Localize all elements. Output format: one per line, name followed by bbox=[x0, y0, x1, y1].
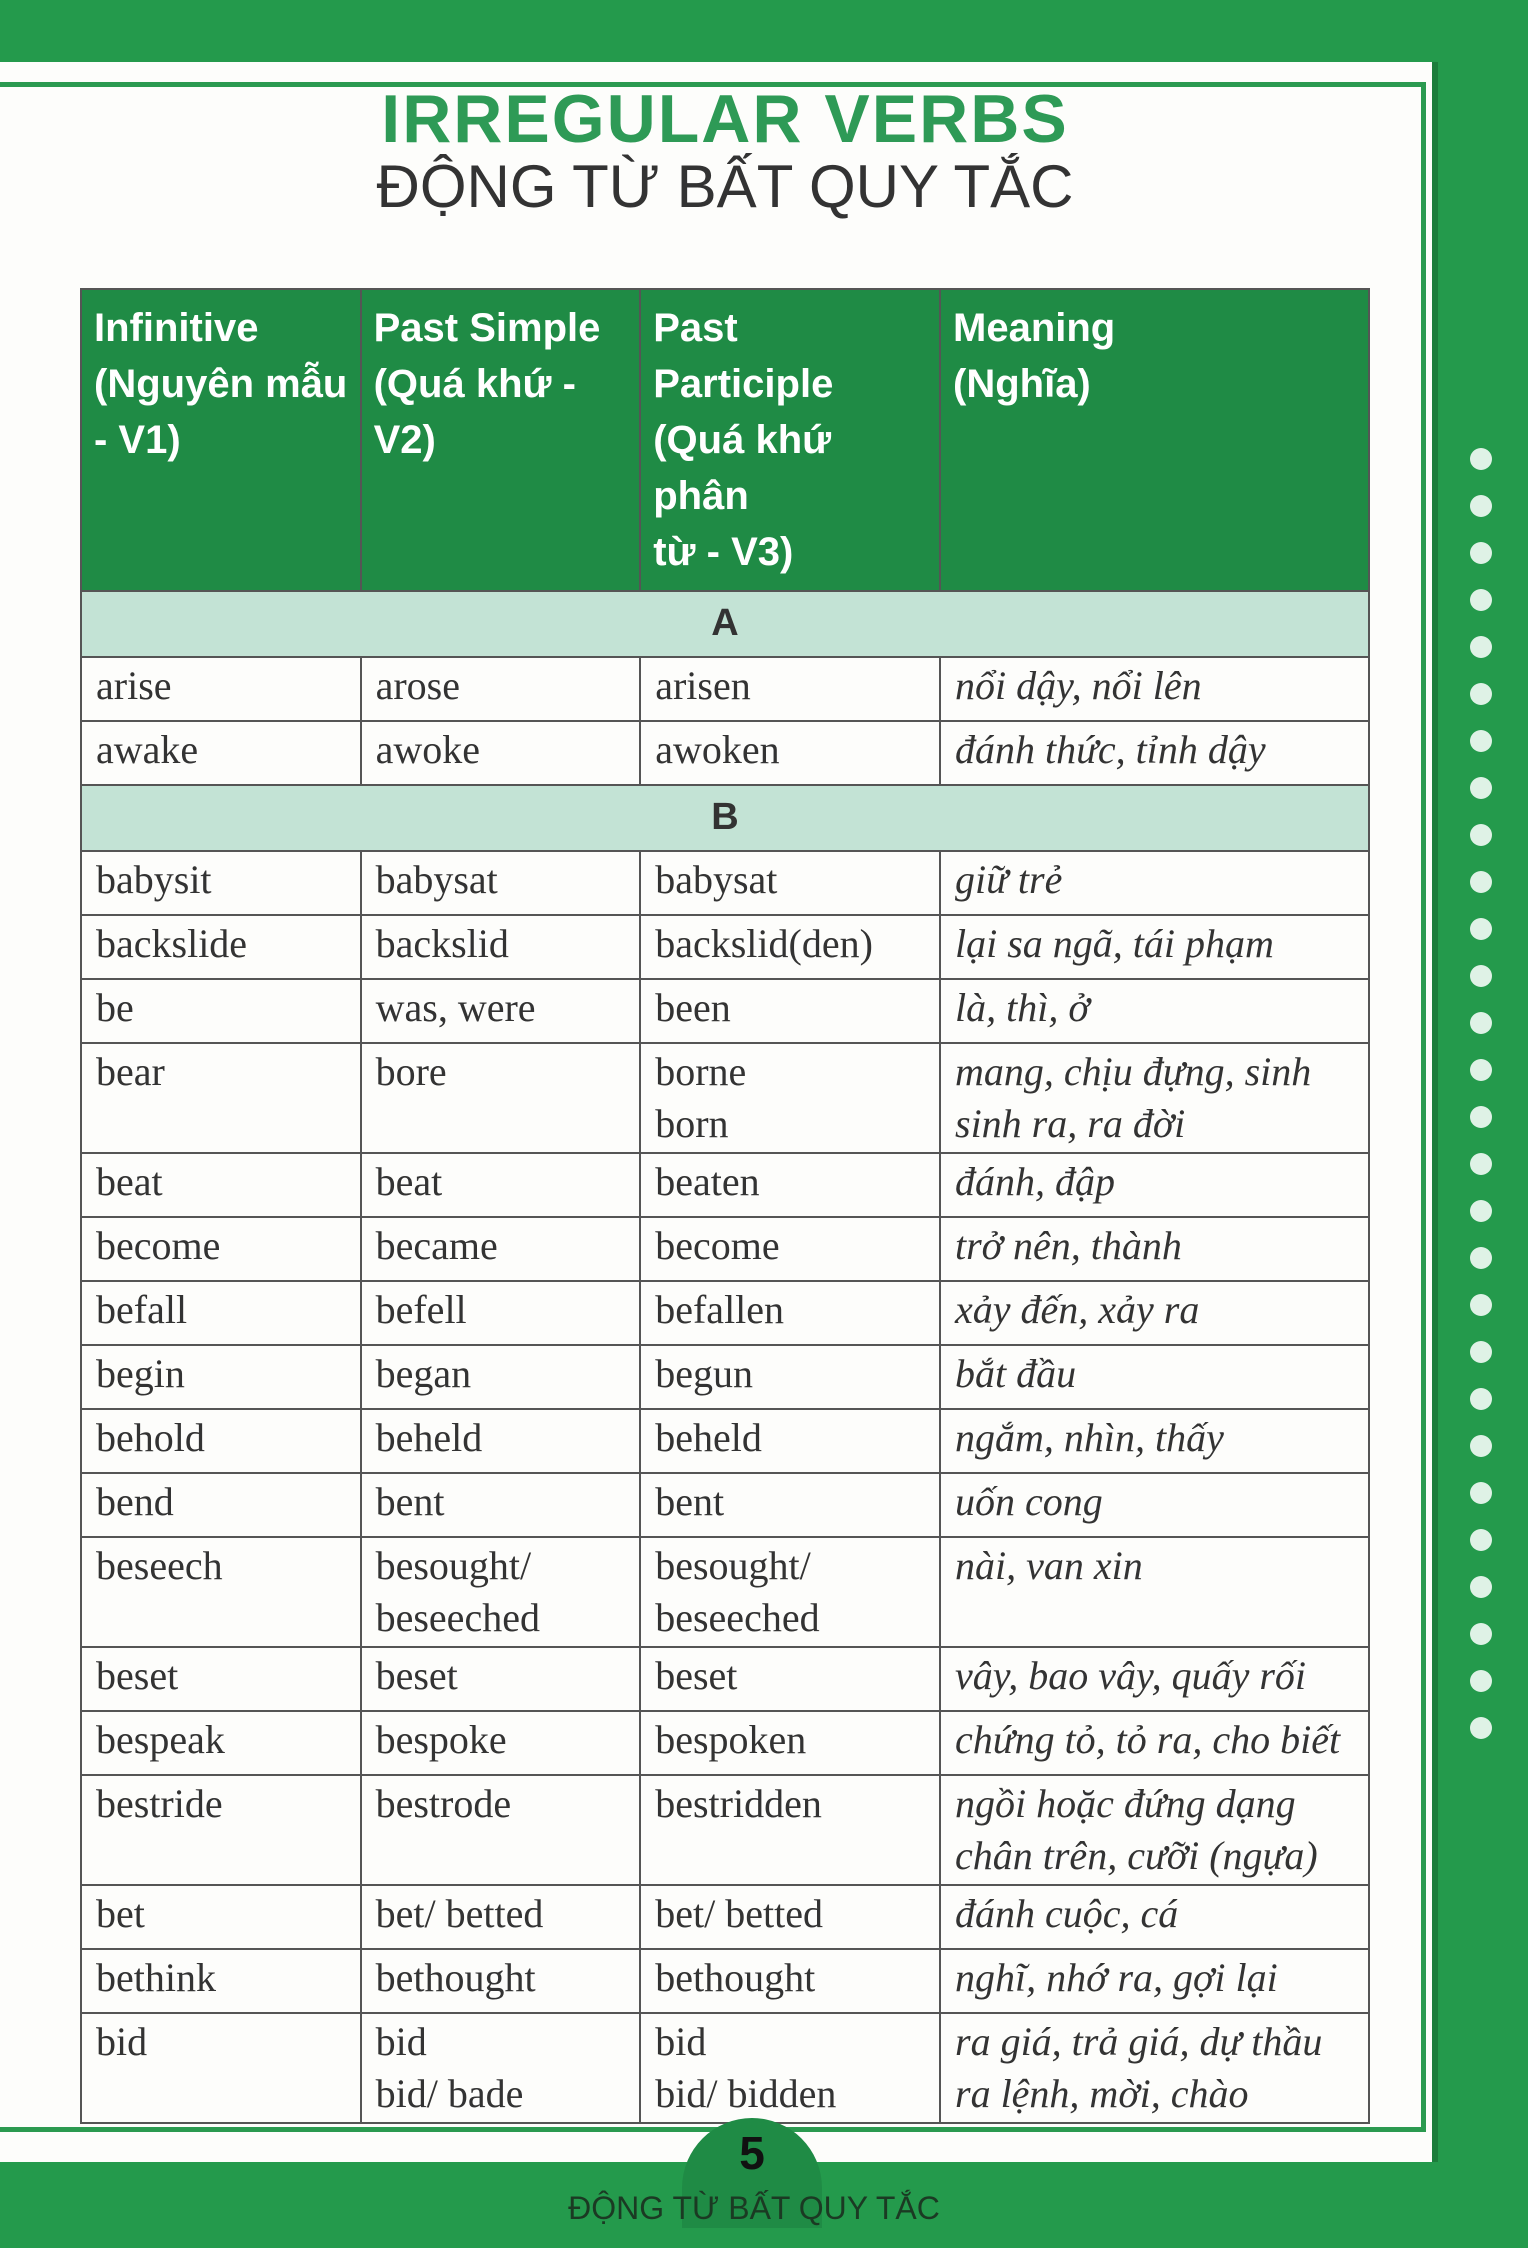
meaning-cell bbox=[940, 1949, 1369, 2013]
meaning-cell bbox=[940, 1043, 1369, 1153]
binding-hole bbox=[1470, 495, 1492, 517]
section-row bbox=[81, 591, 1369, 657]
past-simple-cell bbox=[361, 2013, 641, 2123]
past-participle-cell bbox=[640, 1775, 940, 1885]
past-simple-cell-line: bid bbox=[375, 2019, 427, 2064]
page-title: IRREGULAR VERBS bbox=[381, 81, 1069, 157]
binding-hole bbox=[1470, 1247, 1492, 1269]
infinitive-cell bbox=[81, 1345, 361, 1409]
past-simple-cell-line: was, were bbox=[375, 985, 536, 1030]
past-participle-cell bbox=[640, 1885, 940, 1949]
past-simple-cell-line: beseeched bbox=[375, 1595, 540, 1640]
binding-hole bbox=[1470, 730, 1492, 752]
header-infinitive bbox=[81, 289, 361, 591]
past-participle-cell-line: beheld bbox=[655, 1415, 762, 1460]
past-simple-cell bbox=[361, 1647, 641, 1711]
past-simple-cell-line: bethought bbox=[375, 1955, 536, 2000]
infinitive-cell bbox=[81, 1217, 361, 1281]
binding-hole bbox=[1470, 542, 1492, 564]
past-participle-cell bbox=[640, 915, 940, 979]
table-row bbox=[81, 657, 1369, 721]
meaning-cell bbox=[940, 721, 1369, 785]
past-simple-cell-line: began bbox=[375, 1351, 472, 1396]
header-meaning bbox=[940, 289, 1369, 591]
past-simple-cell bbox=[361, 1409, 641, 1473]
past-simple-cell-line: bet/ betted bbox=[375, 1891, 544, 1936]
meaning-cell bbox=[940, 1537, 1369, 1647]
binding-hole bbox=[1470, 1717, 1492, 1739]
meaning-cell bbox=[940, 979, 1369, 1043]
header-past-participle bbox=[640, 289, 940, 591]
past-simple-cell-line: besought/ bbox=[375, 1543, 532, 1588]
past-participle-cell-line: begun bbox=[655, 1351, 753, 1396]
meaning-cell-line: ra giá, trả giá, dự thầu bbox=[955, 2019, 1323, 2064]
infinitive-cell bbox=[81, 721, 361, 785]
infinitive-cell-line: behold bbox=[96, 1415, 205, 1460]
irregular-verbs-table bbox=[80, 288, 1370, 2124]
past-simple-cell-line: awoke bbox=[375, 727, 481, 772]
meaning-cell bbox=[940, 915, 1369, 979]
infinitive-cell-line: babysit bbox=[96, 857, 212, 902]
binding-hole bbox=[1470, 1482, 1492, 1504]
past-simple-cell bbox=[361, 1043, 641, 1153]
table-row bbox=[81, 1711, 1369, 1775]
past-simple-cell-line: backslid bbox=[375, 921, 509, 966]
infinitive-cell bbox=[81, 1949, 361, 2013]
past-participle-cell-line: awoken bbox=[655, 727, 780, 772]
past-simple-cell bbox=[361, 851, 641, 915]
meaning-cell bbox=[940, 1281, 1369, 1345]
past-participle-cell bbox=[640, 1043, 940, 1153]
past-simple-cell-line: bespoke bbox=[375, 1717, 507, 1762]
table-row bbox=[81, 1949, 1369, 2013]
footer-title: ĐỘNG TỪ BẤT QUY TẮC bbox=[568, 2190, 940, 2226]
infinitive-cell bbox=[81, 1647, 361, 1711]
page-number: 5 bbox=[739, 2127, 765, 2179]
infinitive-cell-line: backslide bbox=[96, 921, 248, 966]
past-simple-cell bbox=[361, 1949, 641, 2013]
binding-hole bbox=[1470, 1153, 1492, 1175]
binding-hole bbox=[1470, 1623, 1492, 1645]
past-simple-cell bbox=[361, 1281, 641, 1345]
past-simple-cell-line: bestrode bbox=[375, 1781, 512, 1826]
infinitive-cell bbox=[81, 2013, 361, 2123]
meaning-cell-line: ngồi hoặc đứng dạng bbox=[955, 1781, 1296, 1826]
past-participle-cell bbox=[640, 1537, 940, 1647]
past-participle-cell-line: been bbox=[655, 985, 731, 1030]
past-participle-cell-line: born bbox=[655, 1101, 729, 1146]
past-participle-cell bbox=[640, 851, 940, 915]
past-participle-cell bbox=[640, 1711, 940, 1775]
table-row bbox=[81, 1281, 1369, 1345]
infinitive-cell bbox=[81, 1409, 361, 1473]
past-participle-cell-line: beseeched bbox=[655, 1595, 820, 1640]
header-past-participle-line: Past Participle bbox=[653, 306, 834, 406]
section-letter: A bbox=[81, 591, 1369, 657]
infinitive-cell-line: beseech bbox=[96, 1543, 223, 1588]
binding-hole bbox=[1470, 918, 1492, 940]
past-simple-cell bbox=[361, 1217, 641, 1281]
binding-hole bbox=[1470, 1435, 1492, 1457]
meaning-cell-line: bắt đầu bbox=[955, 1351, 1077, 1396]
meaning-cell-line: đánh thức, tỉnh dậy bbox=[955, 727, 1266, 772]
past-participle-cell bbox=[640, 1409, 940, 1473]
infinitive-cell-line: befall bbox=[96, 1287, 188, 1332]
meaning-cell bbox=[940, 1647, 1369, 1711]
past-simple-cell bbox=[361, 979, 641, 1043]
meaning-cell-line: giữ trẻ bbox=[955, 857, 1063, 902]
page-subtitle: ĐỘNG TỪ BẤT QUY TẮC bbox=[376, 153, 1074, 220]
section-row bbox=[81, 785, 1369, 851]
past-participle-cell-line: bet/ betted bbox=[655, 1891, 823, 1936]
infinitive-cell bbox=[81, 657, 361, 721]
meaning-cell-line: xảy đến, xảy ra bbox=[955, 1287, 1200, 1332]
infinitive-cell-line: bestride bbox=[96, 1781, 223, 1826]
table-row bbox=[81, 1153, 1369, 1217]
past-participle-cell-line: beset bbox=[655, 1653, 738, 1698]
past-simple-cell-line: babysat bbox=[375, 857, 498, 902]
infinitive-cell-line: be bbox=[96, 985, 134, 1030]
binding-hole bbox=[1470, 1294, 1492, 1316]
meaning-cell-line: ra lệnh, mời, chào bbox=[955, 2071, 1249, 2116]
past-participle-cell-line: become bbox=[655, 1223, 780, 1268]
past-simple-cell-line: arose bbox=[375, 663, 461, 708]
binding-hole bbox=[1470, 683, 1492, 705]
past-participle-cell-line: bid bbox=[655, 2019, 707, 2064]
infinitive-cell bbox=[81, 1281, 361, 1345]
meaning-cell-line: sinh ra, ra đời bbox=[955, 1101, 1186, 1146]
binding-holes bbox=[1470, 448, 1500, 1764]
meaning-cell bbox=[940, 1711, 1369, 1775]
infinitive-cell-line: beset bbox=[96, 1653, 179, 1698]
past-participle-cell-line: arisen bbox=[655, 663, 751, 708]
past-simple-cell bbox=[361, 1711, 641, 1775]
past-simple-cell bbox=[361, 721, 641, 785]
meaning-cell bbox=[940, 1885, 1369, 1949]
meaning-cell-line: mang, chịu đựng, sinh bbox=[955, 1049, 1312, 1094]
table-row bbox=[81, 2013, 1369, 2123]
meaning-cell bbox=[940, 1473, 1369, 1537]
infinitive-cell-line: bear bbox=[96, 1049, 165, 1094]
table-row bbox=[81, 915, 1369, 979]
past-participle-cell-line: bethought bbox=[655, 1955, 816, 2000]
past-participle-cell bbox=[640, 1473, 940, 1537]
header-meaning-line: Meaning bbox=[953, 306, 1116, 350]
past-simple-cell bbox=[361, 1153, 641, 1217]
past-participle-cell bbox=[640, 721, 940, 785]
past-simple-cell-line: beheld bbox=[375, 1415, 483, 1460]
meaning-cell-line: nổi dậy, nổi lên bbox=[955, 663, 1202, 708]
meaning-cell-line: đánh, đập bbox=[955, 1159, 1115, 1204]
table-row bbox=[81, 1409, 1369, 1473]
meaning-cell bbox=[940, 1345, 1369, 1409]
past-simple-cell bbox=[361, 1473, 641, 1537]
meaning-cell-line: lại sa ngã, tái phạm bbox=[955, 921, 1274, 966]
infinitive-cell-line: become bbox=[96, 1223, 221, 1268]
header-infinitive-line: (Nguyên mẫu bbox=[94, 362, 348, 406]
header-meaning-line: (Nghĩa) bbox=[953, 362, 1091, 406]
past-participle-cell bbox=[640, 1217, 940, 1281]
infinitive-cell bbox=[81, 851, 361, 915]
meaning-cell bbox=[940, 1217, 1369, 1281]
binding-hole bbox=[1470, 1388, 1492, 1410]
infinitive-cell bbox=[81, 979, 361, 1043]
past-participle-cell-line: bestridden bbox=[655, 1781, 822, 1826]
infinitive-cell-line: begin bbox=[96, 1351, 185, 1396]
meaning-cell bbox=[940, 1409, 1369, 1473]
binding-hole bbox=[1470, 1200, 1492, 1222]
table-row bbox=[81, 1043, 1369, 1153]
past-participle-cell-line: beaten bbox=[655, 1159, 760, 1204]
infinitive-cell bbox=[81, 1775, 361, 1885]
header-infinitive-line: Infinitive bbox=[94, 306, 259, 350]
binding-hole bbox=[1470, 589, 1492, 611]
infinitive-cell bbox=[81, 1473, 361, 1537]
meaning-cell-line: vây, bao vây, quấy rối bbox=[955, 1653, 1307, 1698]
table-row bbox=[81, 721, 1369, 785]
meaning-cell bbox=[940, 657, 1369, 721]
past-participle-cell-line: befallen bbox=[655, 1287, 785, 1332]
table-row bbox=[81, 1537, 1369, 1647]
table-row bbox=[81, 1647, 1369, 1711]
binding-hole bbox=[1470, 1341, 1492, 1363]
meaning-cell-line: nghĩ, nhớ ra, gợi lại bbox=[955, 1955, 1278, 2000]
binding-hole bbox=[1470, 1576, 1492, 1598]
meaning-cell-line: nài, van xin bbox=[955, 1543, 1143, 1588]
infinitive-cell-line: beat bbox=[96, 1159, 163, 1204]
meaning-cell-line: là, thì, ở bbox=[955, 985, 1090, 1030]
infinitive-cell-line: bid bbox=[96, 2019, 148, 2064]
infinitive-cell-line: arise bbox=[96, 663, 172, 708]
past-participle-cell-line: babysat bbox=[655, 857, 778, 902]
past-participle-cell bbox=[640, 657, 940, 721]
past-participle-cell bbox=[640, 1949, 940, 2013]
meaning-cell-line: ngắm, nhìn, thấy bbox=[955, 1415, 1224, 1460]
past-simple-cell bbox=[361, 657, 641, 721]
header-past-participle-line: từ - V3) bbox=[653, 530, 794, 574]
infinitive-cell bbox=[81, 1885, 361, 1949]
binding-hole bbox=[1470, 824, 1492, 846]
past-simple-cell bbox=[361, 915, 641, 979]
binding-hole bbox=[1470, 1012, 1492, 1034]
header-past-simple bbox=[361, 289, 641, 591]
header-past-simple-line: V2) bbox=[373, 418, 436, 462]
infinitive-cell bbox=[81, 1711, 361, 1775]
binding-hole bbox=[1470, 1059, 1492, 1081]
meaning-cell-line: trở nên, thành bbox=[955, 1223, 1182, 1268]
infinitive-cell-line: bet bbox=[96, 1891, 145, 1936]
header-past-simple-line: Past Simple bbox=[373, 306, 601, 350]
past-simple-cell-line: bent bbox=[375, 1479, 445, 1524]
binding-hole bbox=[1470, 1529, 1492, 1551]
past-simple-cell bbox=[361, 1537, 641, 1647]
binding-hole bbox=[1470, 636, 1492, 658]
meaning-cell bbox=[940, 851, 1369, 915]
past-simple-cell bbox=[361, 1345, 641, 1409]
past-simple-cell bbox=[361, 1885, 641, 1949]
past-participle-cell bbox=[640, 1281, 940, 1345]
past-participle-cell-line: bid/ bidden bbox=[655, 2071, 837, 2116]
section-letter: B bbox=[81, 785, 1369, 851]
meaning-cell-line: chứng tỏ, tỏ ra, cho biết bbox=[955, 1717, 1341, 1762]
binding-hole bbox=[1470, 871, 1492, 893]
past-participle-cell-line: bespoken bbox=[655, 1717, 807, 1762]
table-row bbox=[81, 1473, 1369, 1537]
past-simple-cell-line: beat bbox=[375, 1159, 443, 1204]
meaning-cell bbox=[940, 1153, 1369, 1217]
table-header-row bbox=[81, 289, 1369, 591]
infinitive-cell-line: bethink bbox=[96, 1955, 216, 2000]
binding-hole bbox=[1470, 1106, 1492, 1128]
infinitive-cell bbox=[81, 915, 361, 979]
past-simple-cell bbox=[361, 1775, 641, 1885]
table-row bbox=[81, 1885, 1369, 1949]
past-simple-cell-line: beset bbox=[375, 1653, 458, 1698]
meaning-cell-line: chân trên, cưỡi (ngựa) bbox=[955, 1833, 1318, 1878]
past-simple-cell-line: became bbox=[375, 1223, 498, 1268]
table-row bbox=[81, 1217, 1369, 1281]
past-participle-cell-line: backslid(den) bbox=[655, 921, 873, 966]
binding-hole bbox=[1470, 777, 1492, 799]
past-participle-cell bbox=[640, 2013, 940, 2123]
table-row bbox=[81, 1775, 1369, 1885]
infinitive-cell bbox=[81, 1537, 361, 1647]
header-past-participle-line: (Quá khứ phân bbox=[653, 418, 832, 518]
past-participle-cell-line: borne bbox=[655, 1049, 747, 1094]
past-participle-cell bbox=[640, 979, 940, 1043]
past-simple-cell-line: bid/ bade bbox=[375, 2071, 524, 2116]
past-participle-cell-line: bent bbox=[655, 1479, 725, 1524]
header-past-simple-line: (Quá khứ - bbox=[373, 362, 576, 406]
infinitive-cell-line: bespeak bbox=[96, 1717, 225, 1762]
past-participle-cell bbox=[640, 1647, 940, 1711]
binding-hole bbox=[1470, 448, 1492, 470]
meaning-cell bbox=[940, 1775, 1369, 1885]
meaning-cell-line: uốn cong bbox=[955, 1479, 1103, 1524]
header-infinitive-line: - V1) bbox=[94, 418, 181, 462]
table-row bbox=[81, 851, 1369, 915]
binding-hole bbox=[1470, 1670, 1492, 1692]
infinitive-cell bbox=[81, 1153, 361, 1217]
past-simple-cell-line: bore bbox=[375, 1049, 447, 1094]
infinitive-cell-line: bend bbox=[96, 1479, 174, 1524]
past-participle-cell-line: besought/ bbox=[655, 1543, 811, 1588]
table-row bbox=[81, 979, 1369, 1043]
past-participle-cell bbox=[640, 1345, 940, 1409]
infinitive-cell-line: awake bbox=[96, 727, 199, 772]
table-row bbox=[81, 1345, 1369, 1409]
meaning-cell bbox=[940, 2013, 1369, 2123]
infinitive-cell bbox=[81, 1043, 361, 1153]
past-simple-cell-line: befell bbox=[375, 1287, 467, 1332]
past-participle-cell bbox=[640, 1153, 940, 1217]
meaning-cell-line: đánh cuộc, cá bbox=[955, 1891, 1179, 1936]
binding-hole bbox=[1470, 965, 1492, 987]
